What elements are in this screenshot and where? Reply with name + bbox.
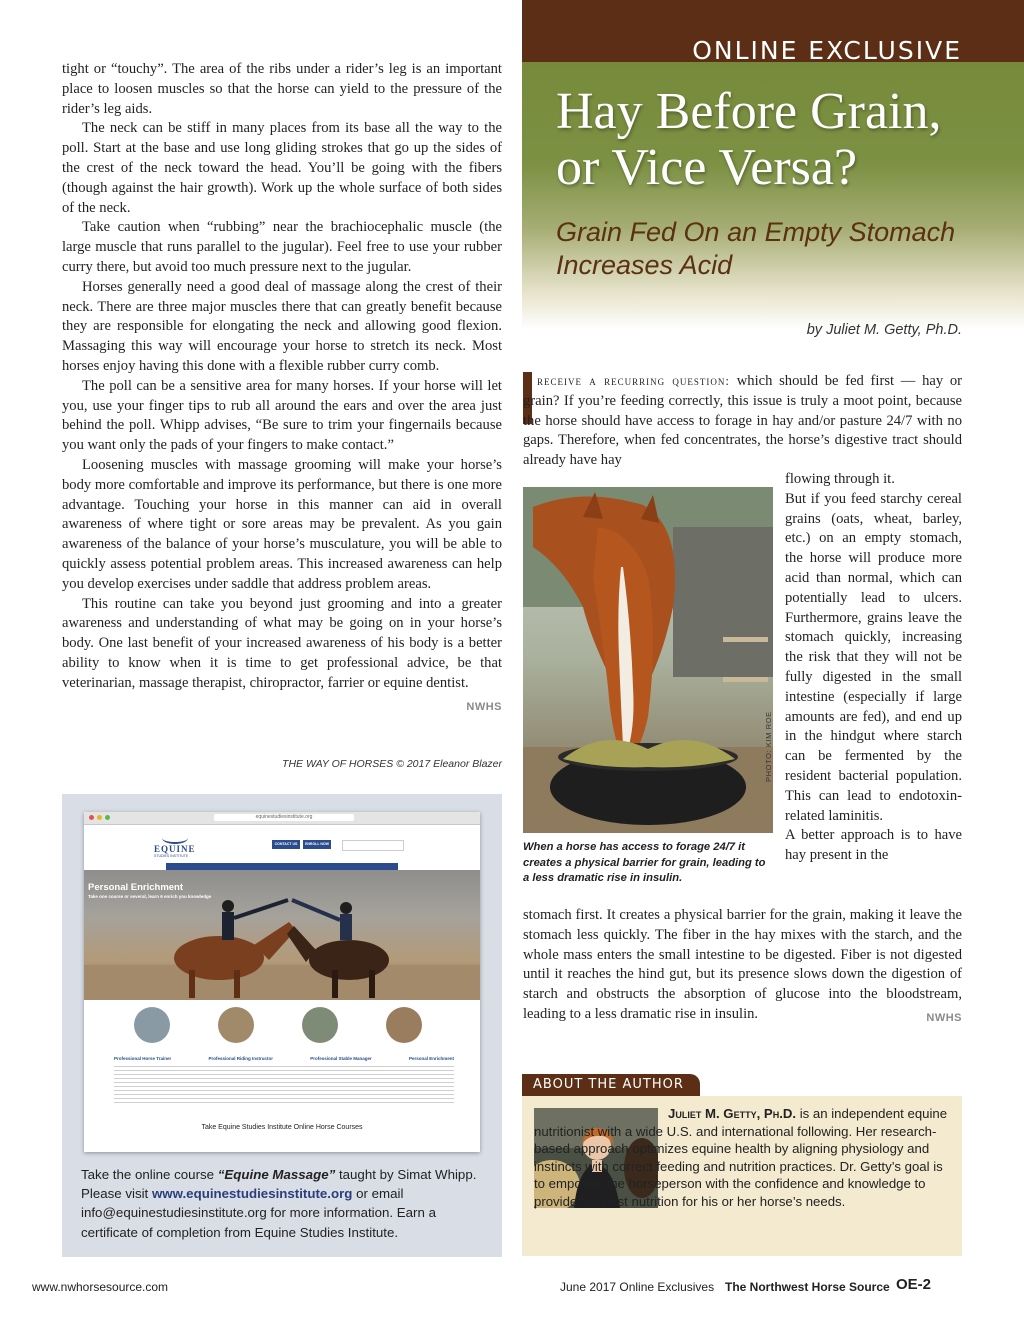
- article-side-column: flowing through it. But if you feed starchy cereal grains (oats, wheat, barley, etc.) on an empty stomach, the horse will produce more acid than normal, which can potentially lead to ulcers. Furthermore, grains leave the stomach quickly, increasing the risk that they will not be fully digested in the small intestine (especially if large amounts are fed), and end up in the hindgut where starch can be fermented by the resident bacterial population. This can lead to endotoxin-related laminitis. A better approach is to have hay present in the: [785, 471, 962, 864]
- body-paragraph: The neck can be stiff in many places from its base all the way to the poll. Start at the base and use long gliding strokes that go up the sides of the crest of the neck toward the head. You’ll be going with the fibers (though against the hair growth). Work up the whole surface of both sides of the neck.: [62, 120, 502, 216]
- body-paragraph: Loosening muscles with massage grooming will make your horse’s body more comfortable and improve its performance, but there is one more advantage. Touching your horse in this manner can aid in overall awareness of where tight or sore areas may be prevalent. As you gain awareness of the balance of your horse’s musculature, you will be able to quickly assess potential problem areas. This increased awareness can help you develop exercises under saddle that address problem areas.: [62, 456, 502, 592]
- lead-paragraph: which should be fed first — hay or grain? If you’re feeding correctly, this issue is truly a moot point, because the horse should have access to forage in hay and/or pasture 24/7 with no gaps. Therefore, when fed concentrates, the horse’s digestive tract should already have hay: [523, 373, 962, 469]
- site-nav-bar: [166, 863, 398, 870]
- window-minimize-dot: [97, 815, 102, 820]
- article-subtitle: [556, 216, 976, 282]
- course-title: Professional Horse Trainer: [114, 1056, 172, 1061]
- portrait-space: [534, 1117, 668, 1118]
- horse-eating-hay-photo: [523, 487, 773, 833]
- contact-us-button: CONTACT US: [272, 840, 300, 849]
- course-thumbnail: [134, 1007, 170, 1043]
- course-thumbnail: [386, 1007, 422, 1043]
- promo-line-3: info@equinestudiesinstitute.org for more information. Earn a: [81, 1205, 436, 1221]
- article-title-line: Hay Before Grain,: [556, 83, 942, 140]
- body-paragraph: Horses generally need a good deal of massage along the crest of their neck. There are three major muscles there that can greatly benefit because they are responsible for elongating the neck and allowing good flexion. Massaging this way will encourage your horse to stretch its neck. Most horses enjoy having this done with a flexible rubber curry comb.: [62, 278, 502, 374]
- promo-text: or email: [352, 1186, 404, 1202]
- body-paragraph: tight or “touchy”. The area of the ribs under a rider’s leg is an important place to loosen muscles so that the horse can yield to the pressure of the rider’s leg aids.: [62, 61, 502, 117]
- footer-issue: June 2017 Online Exclusives: [560, 1280, 715, 1294]
- hero-image: [84, 870, 480, 1000]
- site-logo: [154, 832, 196, 858]
- site-footer-text: Take Equine Studies Institute Online Horse Courses: [201, 1124, 363, 1131]
- body-paragraph: The poll can be a sensitive area for many horses. If your horse will let you, use your finger tips to rub all around the ears and over the area just behind the poll. Whipp advises, “Be sure to trim your fingernails because you want only the pads of your fingers to make contact.”: [62, 377, 502, 454]
- window-zoom-dot: [105, 815, 110, 820]
- nwhs-signoff: NWHS: [926, 1011, 962, 1024]
- logo-text: EQUINE: [154, 844, 196, 854]
- logo-subtext: STUDIES INSTITUTE: [154, 854, 189, 858]
- photo-credit: PHOTO: KIM ROE: [764, 711, 773, 782]
- article-subtitle-line: Grain Fed On an Empty Stomach: [556, 217, 956, 247]
- about-author-text: [534, 1105, 954, 1211]
- browser-toolbar: [84, 812, 480, 825]
- website-screenshot: [84, 812, 480, 1152]
- riders-high-five-illustration: [84, 870, 480, 1000]
- author-name: Juliet M. Getty, Ph.D.: [668, 1106, 797, 1121]
- byline: by Juliet M. Getty, Ph.D.: [806, 322, 962, 338]
- promo-caption: [81, 1165, 491, 1242]
- footer-publication: The Northwest Horse Source: [725, 1280, 890, 1294]
- course-thumbnail: [302, 1007, 338, 1043]
- online-exclusive-label: ONLINE EXCLUSIVE: [692, 36, 962, 65]
- course-name: “Equine Massage”: [217, 1167, 336, 1182]
- course-title: Personal Enrichment: [408, 1056, 454, 1061]
- article-credit: THE WAY OF HORSES © 2017 Eleanor Blazer: [282, 758, 502, 770]
- enroll-now-button: ENROLL NOW: [303, 840, 331, 849]
- promo-line-1: [81, 1165, 491, 1184]
- browser-url-bar: equinestudiesinstitute.org: [214, 814, 354, 821]
- nwhs-signoff: NWHS: [466, 700, 502, 713]
- footer-website[interactable]: www.nwhorsesource.com: [32, 1280, 169, 1294]
- left-article-column: [62, 60, 502, 717]
- course-thumbnails: [134, 1007, 434, 1057]
- footer-page-number: OE-2: [896, 1276, 932, 1293]
- author-bio: is an independent equine nutritionist with a wide U.S. and international following. Her research-based approach optimizes equine health by aligning physiology and instincts with correct feeding and nutrition practices. Dr. Getty’s goal is to empower the horseperson with the confidence and knowledge to provide the best nutrition for his or her horse’s needs.: [534, 1106, 948, 1209]
- hero-subtitle: Take one course or several, learn 6 enrich you knowledge: [88, 894, 212, 899]
- about-author-label: ABOUT THE AUTHOR: [533, 1077, 684, 1092]
- promo-text: Take the online course: [81, 1167, 218, 1182]
- photo-caption: When a horse has access to forage 24/7 it creates a physical barrier for grain, leading to a less dramatic rise in insulin.: [523, 841, 766, 884]
- window-close-dot: [89, 815, 94, 820]
- course-thumbnail: [218, 1007, 254, 1043]
- site-search-box: [342, 840, 404, 851]
- promo-text: taught by Simat Whipp.: [335, 1167, 477, 1182]
- article-title-line: or Vice Versa?: [556, 139, 858, 196]
- logo-arc-icon: [162, 832, 188, 844]
- body-paragraph-text: This routine can take you beyond just grooming and into a greater awareness and understanding of what may be going on in your horse’s body. One last benefit of your increased awareness of his body is a better ability to know when it is time to get professional advice, be that veterinarian, massage therapist, chiropractor, farrier or equine dentist.: [62, 595, 502, 691]
- body-paragraph: [62, 595, 502, 713]
- article-tail: [523, 906, 962, 1029]
- lead-in-smallcaps: receive a recurring question:: [537, 373, 731, 388]
- website-link[interactable]: www.equinestudiesinstitute.org: [151, 1186, 353, 1202]
- article-title: [556, 84, 986, 196]
- course-titles: [114, 1056, 454, 1061]
- body-paragraph: Take caution when “rubbing” near the brachiocephalic muscle (the large muscle that runs parallel to the jugular). Feel free to use your rubber curry there, but avoid too much pressure next to the jugular.: [62, 219, 502, 275]
- promo-text: Please visit: [81, 1186, 152, 1202]
- hero-title: Personal Enrichment: [88, 882, 184, 893]
- promo-line-4: certificate of completion from Equine Studies Institute.: [81, 1224, 399, 1240]
- article-subtitle-line: Increases Acid: [556, 250, 733, 280]
- course-title: Professional Riding Instructor: [208, 1056, 274, 1061]
- course-title: Professional Stable Manager: [310, 1056, 372, 1061]
- course-descriptions-placeholder: [114, 1066, 454, 1106]
- article-tail-text: stomach first. It creates a physical barrier for the grain, making it leave the stomach less quickly. The fiber in the hay mixes with the starch, and the whole mass enters the small intestine to be digested. Fiber is not digested until it reaches the hind gut, but its presence slows down the digestion of starch and obstructs the absorption of glucose into the bloodstream, leading to a less dramatic rise in insulin.: [523, 907, 962, 1022]
- promo-line-2: [81, 1184, 491, 1203]
- article-lead: [523, 371, 962, 471]
